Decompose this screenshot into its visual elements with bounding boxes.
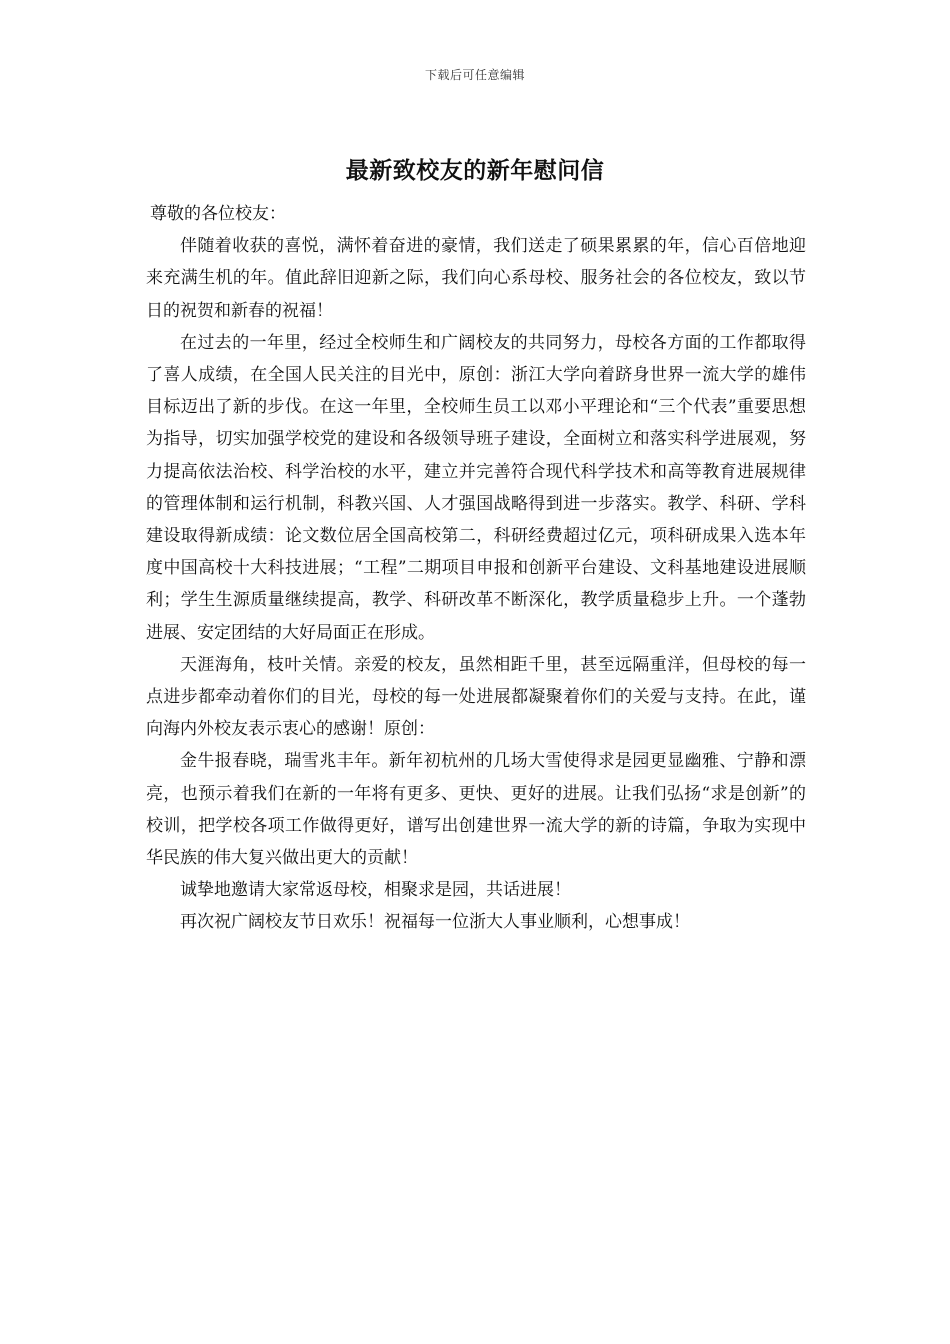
letter-title: 最新致校友的新年慰问信 (345, 157, 605, 184)
paragraph-1: 伴随着收获的喜悦，满怀着奋进的豪情，我们送走了硕果累累的年，信心百倍地迎来充满生机的年。值此辞旧迎新之际，我们向心系母校、服务社会的各位校友，致以节日的祝贺和新春的祝福！ (146, 236, 806, 321)
letter-body (146, 198, 806, 939)
paragraph-2: 在过去的一年里，经过全校师生和广阔校友的共同努力，母校各方面的工作都取得了喜人成绩，在全国人民关注的目光中，原创：浙江大学向着跻身世界一流大学的雄伟目标迈出了新的步伐。在这一年里，全校师生员工以邓小平理论和“三个代表”重要思想为指导，切实加强学校党的建设和各级领导班子建设，全面树立和落实科学进展观，努力提高依法治校、科学治校的水平，建立并完善符合现代科学技术和高等教育进展规律的管理体制和运行机制，科教兴国、人才强国战略得到进一步落实。教学、科研、学科建设取得新成绩：论文数位居全国高校第二，科研经费超过亿元，项科研成果入选本年度中国高校十大科技进展；“工程”二期项目申报和创新平台建设、文科基地建设进展顺利；学生生源质量继续提高，教学、科研改革不断深化，教学质量稳步上升。一个蓬勃进展、安定团结的大好局面正在形成。 (146, 332, 806, 643)
paragraph-3: 天涯海角，枝叶关情。亲爱的校友，虽然相距千里，甚至远隔重洋，但母校的每一点进步都牵动着你们的目光，母校的每一处进展都凝聚着你们的关爱与支持。在此，谨向海内外校友表示衷心的感谢！原创： (146, 654, 806, 740)
paragraph-6: 再次祝广阔校友节日欢乐！祝福每一位浙大人事业顺利，心想事成！ (180, 912, 690, 933)
paragraph-5: 诚挚地邀请大家常返母校，相聚求是园，共话进展！ (180, 880, 571, 901)
paragraph-4: 金牛报春晓，瑞雪兆丰年。新年初杭州的几场大雪使得求是园更显幽雅、宁静和漂亮，也预示着我们在新的一年将有更多、更快、更好的进展。让我们弘扬“求是创新”的校训，把学校各项工作做得更好，谱写出创建世界一流大学的新的诗篇，争取为实现中华民族的伟大复兴做出更大的贡献！ (146, 751, 806, 869)
header-note: 下载后可任意编辑 (424, 68, 525, 82)
salutation: 尊敬的各位校友： (150, 204, 286, 224)
